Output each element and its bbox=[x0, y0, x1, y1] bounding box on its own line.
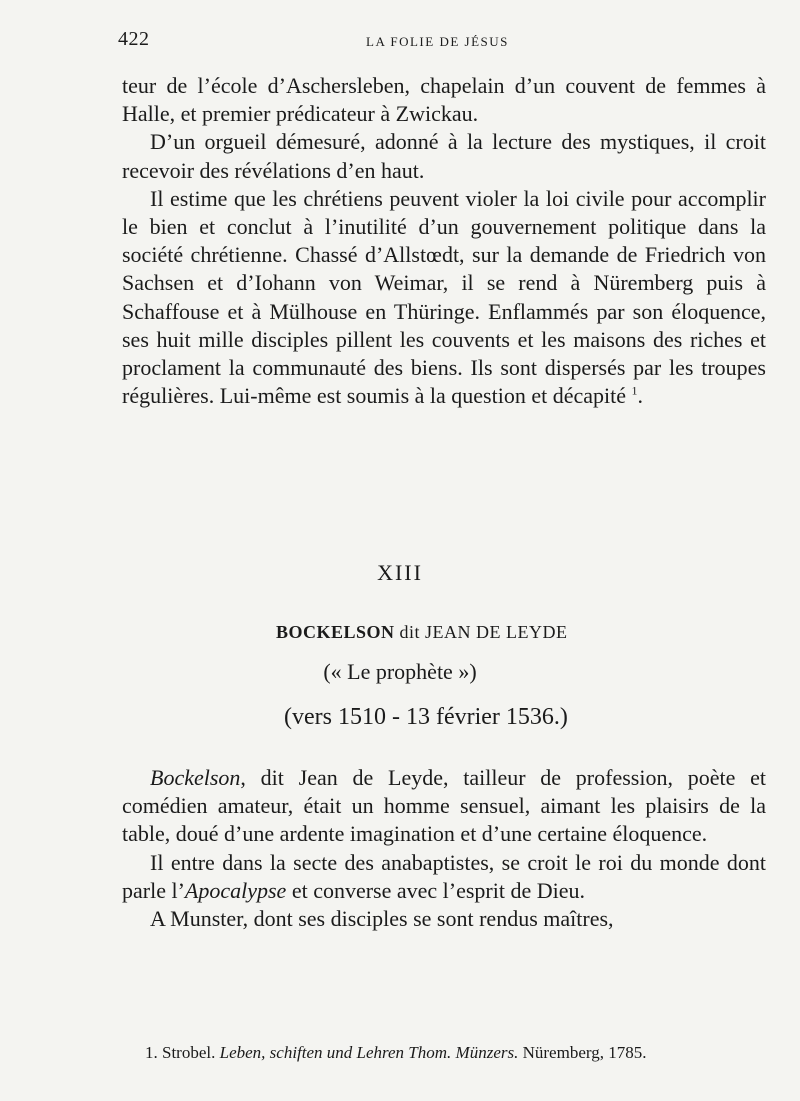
section-paragraph-1-name: Bockelson bbox=[150, 765, 241, 790]
section-paragraph-1-rest: , dit Jean de Leyde, tailleur de profession, poète et comédien amateur, était un homme sensuel, aimant les plaisirs de la table, doué d’une ardente imagination et d’une certaine éloquence. bbox=[122, 765, 766, 847]
page-number: 422 bbox=[118, 28, 150, 50]
page-header bbox=[118, 28, 758, 54]
section-heading-rest: dit JEAN DE LEYDE bbox=[399, 622, 568, 642]
paragraph-2: D’un orgueil démesuré, adonné à la lecture des mystiques, il croit recevoir des révélations d’en haut. bbox=[122, 129, 766, 183]
paragraph-3-text: Il estime que les chrétiens peuvent violer la loi civile pour accomplir le bien et conclut à l’inutilité d’un gouvernement politique dans la société chrétienne. Chassé d’Allstœdt, sur la demande de Friedrich von Sachsen et d’Iohann von Weimar, il se rend à Nüremberg puis à Schaffouse et à Mülhouse en Thüringe. Enflammés par son éloquence, ses huit mille disciples pillent les couvents et les maisons des riches et proclament la communauté des biens. Ils sont dispersés par les troupes régulières. Lui-même est soumis à la question et décapité bbox=[122, 185, 766, 409]
section-number: XIII bbox=[377, 560, 423, 585]
section-subtitle: (« Le prophète ») bbox=[323, 659, 477, 684]
paragraph-1: teur de l’école d’Aschersleben, chapelain d’un couvent de femmes à Halle, et premier prédicateur à Zwickau. bbox=[122, 73, 766, 127]
paragraph-3-end: . bbox=[637, 383, 644, 409]
footnote-number: 1. bbox=[145, 1043, 158, 1062]
footnote-author: Strobel. bbox=[162, 1043, 216, 1062]
section-paragraph-3: A Munster, dont ses disciples se sont rendus maîtres, bbox=[150, 906, 614, 932]
section-paragraph-2-italic: Apocalypse bbox=[184, 877, 287, 903]
section-text-block bbox=[122, 764, 766, 933]
section-heading bbox=[276, 622, 636, 643]
section-paragraph-2-start: Il entre dans la secte des anabaptistes, se croit le roi du monde dont parle l’ bbox=[122, 849, 766, 903]
footnote-reference: 1 bbox=[631, 383, 638, 398]
paragraph-3 bbox=[122, 185, 766, 411]
section-paragraph-2-end: et converse avec l’esprit de Dieu. bbox=[286, 877, 586, 903]
section-dates: (vers 1510 - 13 février 1536.) bbox=[284, 704, 568, 730]
running-title: LA FOLIE DE JÉSUS bbox=[366, 34, 509, 49]
section-paragraph-2 bbox=[122, 849, 766, 905]
section-paragraph-1 bbox=[122, 764, 766, 849]
footnote-rest: Nüremberg, 1785. bbox=[522, 1043, 647, 1062]
section-heading-name: BOCKELSON bbox=[276, 622, 395, 642]
main-text-block bbox=[122, 72, 766, 410]
footnote-title: Leben, schiften und Lehren Thom. Münzers. bbox=[219, 1043, 519, 1062]
footnote bbox=[145, 1042, 775, 1064]
